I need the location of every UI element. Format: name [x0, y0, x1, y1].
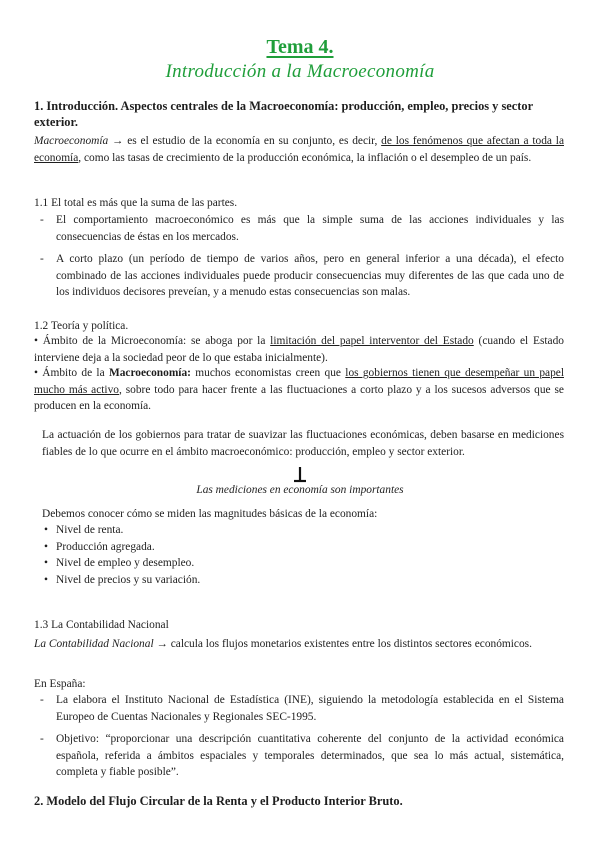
- list-item: - A corto plazo (un período de tiempo de varios años, pero en general inferior a una década), el efecto combinado de las acciones individuales puede producir consecuencias muy diferentes de las que cada uno de los individuos decisores preveían, y a menudo estas consecuencias son malas.: [34, 251, 564, 301]
- bullet-underlined: limitación del papel interventor del Estado: [270, 335, 474, 347]
- definition-underlined: de los fenómenos que afectan a toda la economía: [34, 135, 564, 164]
- definition-text: es el estudio de la economía en su conjunto, es decir,: [127, 135, 382, 147]
- section-1-2-heading: 1.2 Teoría y política.: [34, 320, 129, 332]
- section-2-heading: 2. Modelo del Flujo Circular de la Renta y el Producto Interior Bruto.: [34, 794, 403, 808]
- section-1-3-heading: 1.3 La Contabilidad Nacional: [34, 619, 169, 631]
- list-item: - La elabora el Instituto Nacional de Estadística (INE), siguiendo la metodología establecida en el Sistema Europeo de Cuentas Nacionales y Regionales SEC-1995.: [34, 692, 564, 725]
- contabilidad-definition: [34, 636, 564, 653]
- list-item: • Producción agregada.: [42, 539, 442, 556]
- definition-term: Macroeconomía: [34, 135, 109, 147]
- definition-text: → calcula los flujos monetarios existentes entre los distintos sectores económicos.: [153, 638, 532, 650]
- bullet-bold: Macroeconomía:: [108, 367, 191, 379]
- bullet-text: • Ámbito de la: [34, 367, 109, 379]
- definition-term: La Contabilidad Nacional: [34, 638, 154, 650]
- definition-text-end: , como las tasas de crecimiento de la producción económica, la inflación o el desempleo de un país.: [78, 151, 532, 164]
- list-item: - Objetivo: “proporcionar una descripción cuantitativa coherente del conjunto de la actividad económica española, referida a ámbitos espaciales y temporales determinados, que sea lo más actual, sistemática, completa y fiable posible”.: [34, 731, 564, 781]
- doc-title: Tema 4.: [266, 36, 334, 58]
- microeconomia-bullet: [34, 333, 564, 366]
- bullet-text: • Ámbito de la Microeconomía: se aboga por la: [34, 335, 271, 347]
- espana-label: En España:: [34, 678, 86, 690]
- section-1-3-list: [34, 692, 564, 781]
- section-1-1-heading: 1.1 El total es más que la suma de las partes.: [34, 197, 238, 209]
- list-item: • Nivel de renta.: [42, 522, 442, 539]
- magnitudes-intro: Debemos conocer cómo se miden las magnitudes básicas de la economía:: [42, 508, 378, 520]
- magnitudes-list: [42, 522, 442, 588]
- macroeconomia-bullet: [34, 365, 564, 415]
- bullet-underlined: los gobiernos tienen que desempeñar un papel mucho más activo: [34, 367, 564, 396]
- gobiernos-paragraph: La actuación de los gobiernos para tratar de suavizar las fluctuaciones económicas, deben basarse en mediciones fiables de lo que ocurre en el ámbito macroeconómico: producción, empleo y sector exterior.: [42, 429, 564, 458]
- section-1-heading: 1. Introducción. Aspectos centrales de la Macroeconomía: producción, empleo, precios y sector exterior.: [34, 99, 533, 129]
- bullet-text-mid: muchos economistas creen que: [190, 367, 346, 379]
- bullet-text-end: (cuando el Estado interviene deja a la sociedad peor de lo que estaba inicialmente).: [34, 335, 565, 364]
- doc-subtitle: Introducción a la Macroeconomía: [165, 61, 435, 82]
- bullet-text-end: , sobre todo para hacer frente a las fluctuaciones a corto plazo y a los sucesos adversos que se producen en la economía.: [34, 383, 564, 412]
- definition-arrow: →: [108, 135, 128, 147]
- macroeconomia-definition: [34, 133, 564, 166]
- section-1-1-list: [34, 212, 564, 301]
- mediciones-caption: Las mediciones en economía son importantes: [196, 484, 404, 496]
- list-item: • Nivel de empleo y desempleo.: [42, 555, 442, 572]
- list-item: - El comportamiento macroeconómico es más que la simple suma de las acciones individuales y las consecuencias de éstas en los mercados.: [34, 212, 564, 245]
- list-item: • Nivel de precios y su variación.: [42, 572, 442, 589]
